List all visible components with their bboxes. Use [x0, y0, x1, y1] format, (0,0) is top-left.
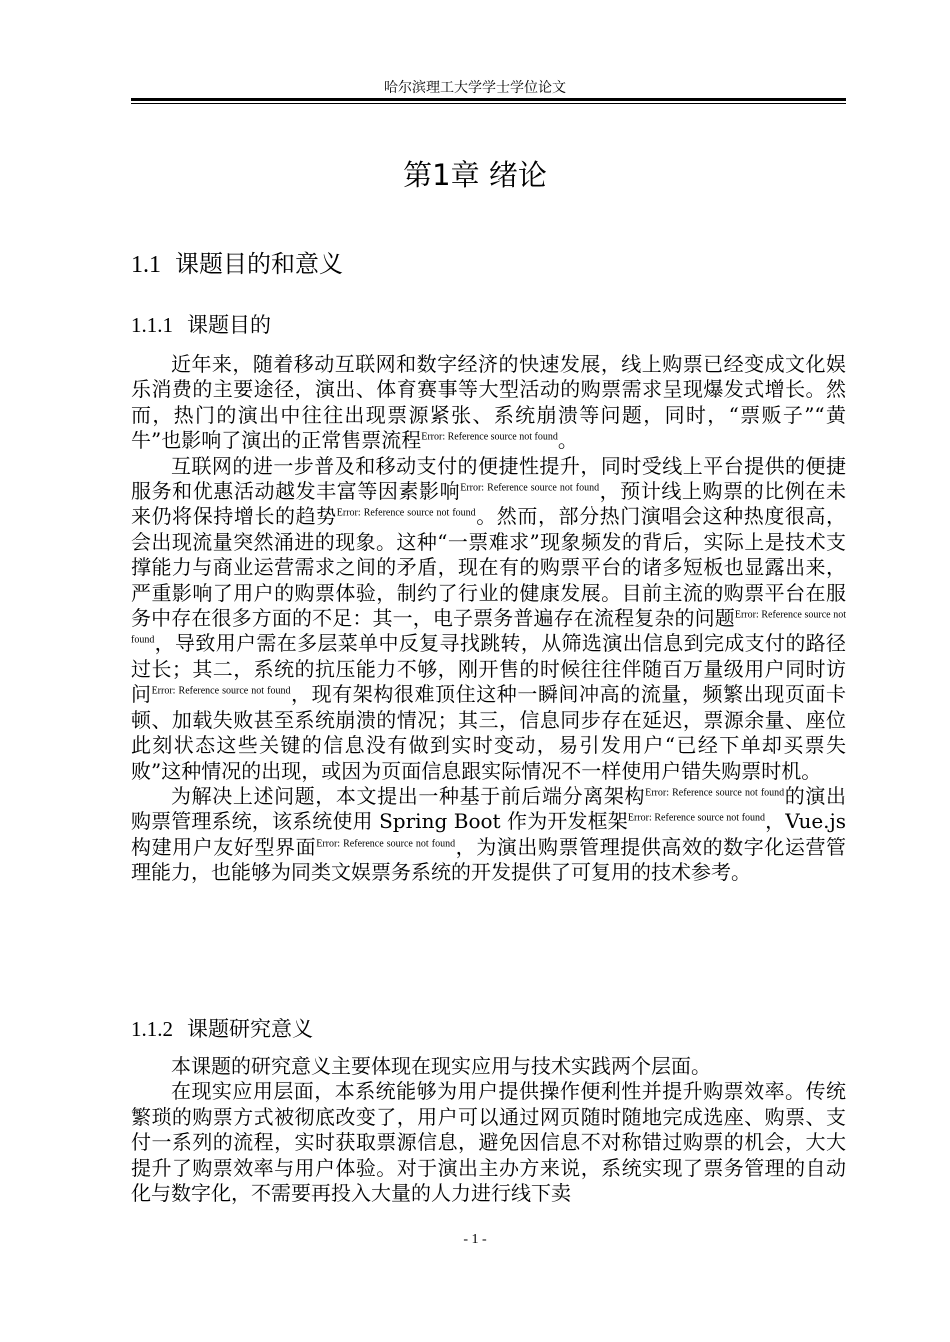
- text-run: 。然而，部分热门演唱会这种热度很高，会出现流量突然涌进的现象。这种“一票难求”现象频发的背后，实际上是技术支撑能力与商业运营需求之间的矛盾，现在有的购票平台的诸多短板也显露出来，严重影响了用户的购票体验，制约了行业的健康发展。目前主流的购票平台在服务中存在很多方面的不足：其一，电子票务普遍存在流程复杂的问题: [131, 504, 847, 631]
- text-run: 的演出购票管理系统，该系统使用 Spring Boot 作为开发框架: [131, 783, 847, 834]
- section-heading-1-1: [131, 249, 343, 280]
- section-number: 1.1.2: [131, 1017, 173, 1041]
- section-title: 课题目的和意义: [175, 250, 343, 278]
- reference-error: Error: Reference source not found: [460, 482, 600, 494]
- reference-error: Error: Reference source not found: [316, 838, 456, 850]
- running-header: 哈尔滨理工大学学士学位论文: [384, 80, 566, 96]
- reference-error: Error: Reference source not found: [151, 685, 291, 697]
- paragraph-3: [131, 784, 846, 886]
- reference-error: Error: Reference source not found: [645, 787, 785, 799]
- chapter-title: 第1章 绪论: [403, 158, 547, 192]
- body-block-2: [131, 1054, 846, 1206]
- reference-error: Error: Reference source not found: [336, 507, 476, 519]
- section-heading-1-1-1: [131, 311, 271, 339]
- text-run: ，导致用户需在多层菜单中反复寻找跳转，从筛选演出信息到完成支付的路径过长；其二，系统的抗压能力不够，刚开售的时候往往伴随百万量级用户同时访问: [131, 631, 846, 707]
- body-block-1: [131, 352, 846, 886]
- text-run: 为解决上述问题，本文提出一种基于前后端分离架构: [171, 783, 646, 808]
- section-title: 课题目的: [187, 313, 271, 337]
- section-number: 1.1: [131, 252, 161, 278]
- paragraph-1: [131, 352, 846, 454]
- paragraph-2: [131, 454, 846, 784]
- text-run: ，预计线上购票的比例在未来仍将保持增长的趋势: [131, 479, 847, 529]
- header-rule-thick: [131, 98, 846, 101]
- reference-error: Error: Reference source not found: [131, 609, 847, 646]
- text-run: ，现有架构很难顶住这种一瞬间冲高的流量，频繁出现页面卡顿、加载失败甚至系统崩溃的情况；其三，信息同步存在延迟，票源余量、座位此刻状态这些关键的信息没有做到实时变动，易引发用户“已经下单却买票失败”这种情况的出现，或因为页面信息跟实际情况不一样使用户错失购票时机。: [131, 682, 847, 783]
- section-number: 1.1.1: [131, 313, 173, 337]
- text-run: 。: [557, 428, 578, 453]
- paragraph-5: 在现实应用层面，本系统能够为用户提供操作便利性并提升购票效率。传统繁琐的购票方式被彻底改变了，用户可以通过网页随时随地完成选座、购票、支付一系列的流程，实时获取票源信息，避免因信息不对称错过购票的机会，大大提升了购票效率与用户体验。对于演出主办方来说，系统实现了票务管理的自动化与数字化，不需要再投入大量的人力进行线下卖: [131, 1079, 846, 1206]
- text-run: 近年来，随着移动互联网和数字经济的快速发展，线上购票已经变成文化娱乐消费的主要途径，演出、体育赛事等大型活动的购票需求呈现爆发式增长。然而，热门的演出中往往出现票源紧张、系统崩溃等问题，同时，“票贩子”“黄牛”也影响了演出的正常售票流程: [131, 352, 846, 453]
- text-run: ，为演出购票管理提供高效的数字化运营管理能力，也能够为同类文娱票务系统的开发提供了可复用的技术参考。: [131, 834, 847, 885]
- paragraph-4: 本课题的研究意义主要体现在现实应用与技术实践两个层面。: [171, 1054, 711, 1078]
- section-title: 课题研究意义: [187, 1017, 313, 1041]
- text-run: 互联网的进一步普及和移动支付的便捷性提升，同时受线上平台提供的便捷服务和优惠活动越发丰富等因素影响: [131, 453, 846, 504]
- reference-error: Error: Reference source not found: [627, 812, 766, 824]
- reference-error: Error: Reference source not found: [421, 431, 558, 443]
- text-run: ，Vue.js 构建用户友好型界面: [131, 809, 847, 859]
- section-heading-1-1-2: [131, 1015, 313, 1043]
- header-rule-thin: [131, 103, 846, 104]
- page-number: - 1 -: [463, 1232, 487, 1247]
